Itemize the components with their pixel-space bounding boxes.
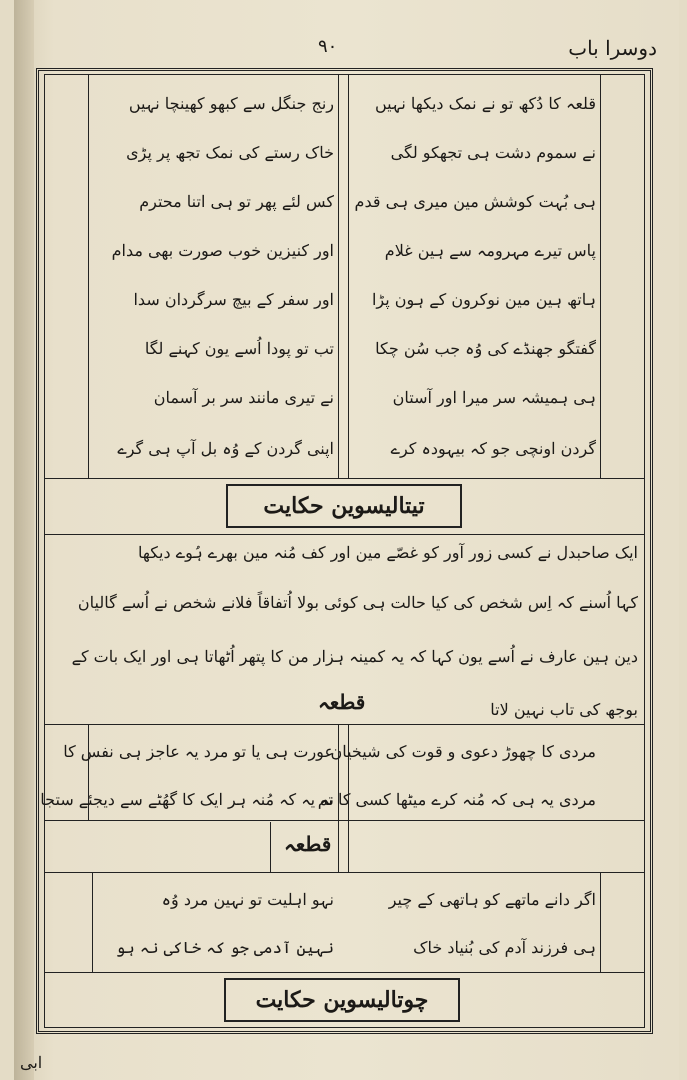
chapter-title: دوسرا باب <box>568 36 657 60</box>
qita2-left-1: نہو اہلیت تو نہین مرد وُہ <box>161 890 334 909</box>
page-number: ۹۰ <box>318 36 338 57</box>
verse-right-5: ہاتھ ہین مین نوکرون کے ہون پڑا <box>371 290 596 309</box>
verse-right-6: گفتگو جھنڈے کی وُہ جب سُن چکا <box>375 339 596 358</box>
qita1-right-2: مردی یہ ہی کہ مُنہ کرے میٹھا کسی کا تم <box>317 790 596 809</box>
verse-left-7: نے تیری مانند سر بر آسمان <box>153 388 334 407</box>
verse-left-6: تب تو پودا اُسے یون کہنے لگا <box>144 339 334 358</box>
prose-line-3: دین ہین عارف نے اُسے یون کہا کہ یہ کمینہ ہزار من کا پتھر اُٹھاتا ہی اور ایک بات کے <box>71 647 638 666</box>
qita-label-2: قطعہ <box>284 832 332 856</box>
column-divider-center-a <box>338 74 339 478</box>
qita1-bottom-rule <box>44 820 645 821</box>
verse-left-2: خاک رستے کی نمک تجھ پر پڑی <box>126 143 334 162</box>
qita2-left-2: نہین آدمی جو کہ خاکی نہ ہو <box>115 938 334 957</box>
qita1-left-2: نہ یہ کہ مُنہ ہر ایک کا گھُٹے سے دیجئے ستجا <box>40 790 334 809</box>
verse-left-3: کس لئے پھر تو ہی اتنا محترم <box>139 192 334 211</box>
qita1-top-rule <box>44 724 645 725</box>
qita2-label-rule-left <box>270 822 271 872</box>
verse-right-3: ہی بُہت کوشش مین میری ہی قدم <box>354 192 596 211</box>
verse-right-8: گردن اونچی جو کہ بیہودہ کرے <box>390 439 596 458</box>
qita2-divider-left <box>92 872 93 972</box>
qita2-right-1: اگر دانے ماتھے کو ہاتھی کے چیر <box>388 890 596 909</box>
verse-left-4: اور کنیزین خوب صورت بھی مدام <box>111 241 334 260</box>
verse-right-2: نے سموم دشت ہی تجھکو لگی <box>390 143 596 162</box>
heading1-rule <box>44 534 645 535</box>
section-rule <box>44 478 645 479</box>
verse-left-8: اپنی گردن کے وُہ بل آپ ہی گرے <box>117 439 334 458</box>
verse-left-1: رنج جنگل سے کبھو کھینچا نہیں <box>128 94 334 113</box>
qita2-bottom-rule <box>44 972 645 973</box>
qita2-top-rule <box>44 872 645 873</box>
book-spine <box>14 0 34 1080</box>
qita1-right-1: مردی کا چھوڑ دعوی و قوت کی شیخیان <box>330 742 596 761</box>
column-divider-center-b <box>348 74 349 478</box>
prose-line-2: کہا اُسنے کہ اِس شخص کی کیا حالت ہی کوئی بولا اُتفاقاً فلانے شخص نے اُسے گالیان <box>77 593 638 612</box>
prose-line-1: ایک صاحبدل نے کسی زور آور کو غصّے مین اور کف مُنہ مین بھرے ہُوے دیکھا <box>137 543 638 562</box>
column-divider-left <box>88 74 89 478</box>
qita2-right-2: ہی فرزند آدم کی بُنیاد خاک <box>413 938 596 957</box>
story-43-heading: تیتالیسوین حکایت <box>226 484 462 528</box>
catchword: ابی <box>20 1053 43 1072</box>
prose-line-4: بوجھ کی تاب نہین لاتا <box>490 700 638 719</box>
story-44-heading: چوتالیسوین حکایت <box>224 978 460 1022</box>
column-divider-right <box>600 74 601 478</box>
verse-right-1: قلعہ کا دُکھ تو نے نمک دیکھا نہیں <box>374 94 596 113</box>
verse-right-4: پاس تیرے مہرومہ سے ہین غلام <box>384 241 596 260</box>
qita1-left-1: عورت ہی یا تو مرد یہ عاجز ہی نفس کا <box>63 742 334 761</box>
qita2-divider-right <box>600 872 601 972</box>
verse-left-5: اور سفر کے بیچ سرگردان سدا <box>133 290 334 309</box>
verse-right-7: ہی ہمیشہ سر میرا اور آستان <box>392 388 596 407</box>
qita-label-1: قطعہ <box>318 690 366 714</box>
